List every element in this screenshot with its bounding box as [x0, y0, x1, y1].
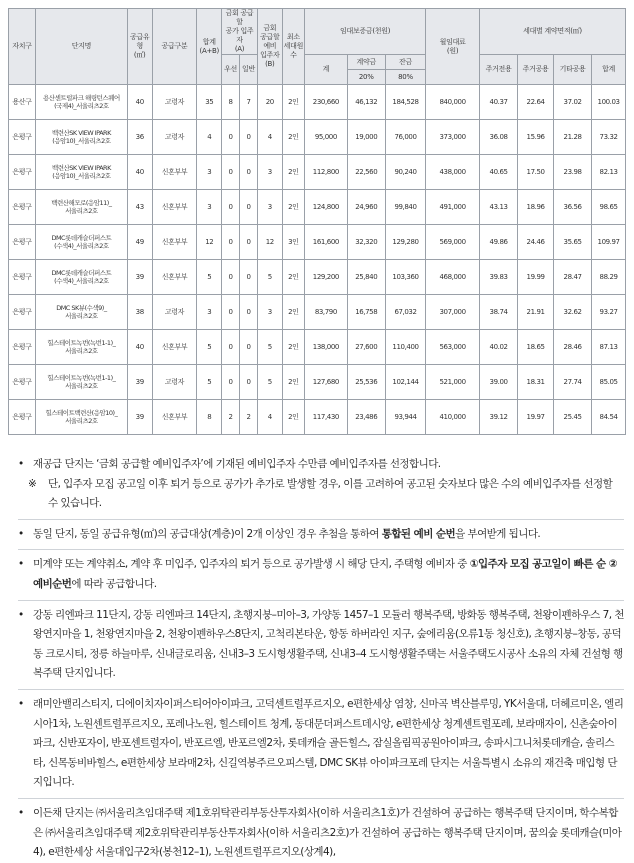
cell-complex-name	[35, 225, 127, 260]
cell-rent: 569,000	[426, 225, 480, 260]
cell-general: 0	[240, 260, 258, 295]
cell-area-total: 84.54	[592, 400, 626, 435]
cell-category: 신혼부부	[152, 260, 197, 295]
table-row	[9, 190, 626, 225]
cell-total: 5	[197, 330, 222, 365]
cell-area-total: 88.29	[592, 260, 626, 295]
complex-name-line: 서울리츠2호	[65, 417, 98, 425]
cell-reserve: 3	[257, 190, 282, 225]
cell-category: 고령자	[152, 295, 197, 330]
cell-min-household: 2인	[282, 120, 304, 155]
cell-reserve: 20	[257, 85, 282, 120]
cell-priority: 0	[222, 330, 240, 365]
cell-district: 은평구	[9, 225, 36, 260]
cell-priority: 0	[222, 155, 240, 190]
cell-area-other: 37.02	[554, 85, 592, 120]
cell-deposit-total: 95,000	[305, 120, 348, 155]
cell-area-exclusive: 39.12	[480, 400, 518, 435]
cell-total: 12	[197, 225, 222, 260]
header-area-exclusive: 주거전용	[480, 55, 518, 85]
complex-name-line: 힐스테이트백련산(응암10)_	[45, 408, 118, 417]
note-text: 에 따라 공급합니다.	[71, 577, 157, 590]
divider	[18, 600, 624, 601]
cell-min-household: 2인	[282, 295, 304, 330]
cell-reserve: 4	[257, 400, 282, 435]
note-bold-text: 통합된 예비 순번	[381, 527, 456, 540]
cell-deposit-contract: 25,840	[347, 260, 385, 295]
cell-deposit-contract: 16,758	[347, 295, 385, 330]
cell-deposit-total: 124,800	[305, 190, 348, 225]
header-area-common: 주거공용	[518, 55, 554, 85]
header-general: 일반	[240, 55, 258, 85]
cell-min-household: 3인	[282, 225, 304, 260]
table-row	[9, 330, 626, 365]
cell-category: 신혼부부	[152, 225, 197, 260]
cell-area-common: 17.50	[518, 155, 554, 190]
cell-area-common: 18.96	[518, 190, 554, 225]
cell-area-exclusive: 43.13	[480, 190, 518, 225]
header-deposit-balance: 잔금	[385, 55, 425, 70]
cell-total: 5	[197, 365, 222, 400]
table-row	[9, 155, 626, 190]
cell-complex-name	[35, 120, 127, 155]
cell-complex-name	[35, 260, 127, 295]
header-area-group: 세대별 계약면적(㎡)	[480, 9, 626, 55]
header-complex-name: 단지명	[35, 9, 127, 85]
notes-section	[18, 455, 624, 863]
cell-type: 43	[127, 190, 152, 225]
note-reserve-exception	[18, 475, 624, 514]
cell-area-other: 28.47	[554, 260, 592, 295]
cell-area-total: 93.27	[592, 295, 626, 330]
cell-deposit-balance: 184,528	[385, 85, 425, 120]
cell-reserve: 3	[257, 295, 282, 330]
note-reits-complexes	[18, 804, 624, 863]
cell-deposit-balance: 76,000	[385, 120, 425, 155]
cell-category: 신혼부부	[152, 155, 197, 190]
cell-type: 40	[127, 155, 152, 190]
cell-total: 4	[197, 120, 222, 155]
complex-name-line: (응암10)_서울리츠2호	[52, 172, 111, 180]
cell-category: 고령자	[152, 365, 197, 400]
cell-deposit-total: 127,680	[305, 365, 348, 400]
cell-general: 2	[240, 400, 258, 435]
cell-deposit-contract: 46,132	[347, 85, 385, 120]
cell-deposit-contract: 22,560	[347, 155, 385, 190]
cell-general: 0	[240, 190, 258, 225]
cell-area-total: 73.32	[592, 120, 626, 155]
cell-deposit-contract: 25,536	[347, 365, 385, 400]
cell-area-other: 23.98	[554, 155, 592, 190]
cell-priority: 0	[222, 260, 240, 295]
cell-reserve: 3	[257, 155, 282, 190]
cell-reserve: 4	[257, 120, 282, 155]
cell-rent: 491,000	[426, 190, 480, 225]
cell-area-common: 24.46	[518, 225, 554, 260]
cell-deposit-balance: 102,144	[385, 365, 425, 400]
cell-area-total: 109.97	[592, 225, 626, 260]
header-applicant-group: 금회 공급할 공가 입주자 (A)	[222, 9, 258, 55]
table-row	[9, 120, 626, 155]
cell-deposit-total: 112,800	[305, 155, 348, 190]
note-bullet: •	[18, 527, 24, 540]
cell-district: 용산구	[9, 85, 36, 120]
cell-deposit-total: 161,600	[305, 225, 348, 260]
cell-area-total: 82.13	[592, 155, 626, 190]
note-text: 을 부여받게 됩니다.	[455, 527, 541, 540]
cell-area-other: 21.28	[554, 120, 592, 155]
note-sh-owned-complexes	[18, 606, 624, 684]
note-bullet: •	[18, 806, 24, 819]
divider	[18, 549, 624, 550]
cell-district: 은평구	[9, 365, 36, 400]
complex-name-line: 백련산해모로(응암11)_	[51, 198, 112, 207]
cell-type: 38	[127, 295, 152, 330]
note-city-owned-complexes	[18, 695, 624, 793]
note-bullet: •	[18, 608, 24, 621]
complex-name-line: 힐스테이트녹번(녹번1-1)_	[47, 373, 116, 382]
cell-deposit-balance: 103,360	[385, 260, 425, 295]
cell-type: 39	[127, 260, 152, 295]
cell-type: 39	[127, 400, 152, 435]
complex-name-line: (수색4)_서울리츠2호	[54, 242, 109, 250]
note-bold-text: ①입주자 모집 공고일이 빠른 순 ②예비순번	[33, 558, 618, 590]
complex-name-line: (수색4)_서울리츠2호	[54, 277, 109, 285]
complex-name-line: (응암10)_서울리츠2호	[52, 137, 111, 145]
complex-name-line: DMC SK뷰(수색9)_	[56, 303, 107, 312]
cell-district: 은평구	[9, 295, 36, 330]
cell-area-common: 18.65	[518, 330, 554, 365]
cell-area-common: 18.31	[518, 365, 554, 400]
header-area-other: 기타공용	[554, 55, 592, 85]
cell-deposit-balance: 93,944	[385, 400, 425, 435]
cell-min-household: 2인	[282, 400, 304, 435]
cell-deposit-total: 117,430	[305, 400, 348, 435]
cell-category: 신혼부부	[152, 330, 197, 365]
complex-name-line: DMC롯데캐슬더퍼스트	[51, 268, 112, 277]
complex-name-line: 힐스테이트녹번(녹번1-1)_	[47, 338, 116, 347]
cell-reserve: 5	[257, 330, 282, 365]
header-deposit-group: 임대보증금(천원)	[305, 9, 426, 55]
note-text: 래미안밸리스티지, 디에이치자이퍼스티어아이파크, 고덕센트럴푸르지오, e편한세상 염창, 신마곡 벽산블루밍, YK서울대, 더헤르미온, 엘리시아1차, 노원센트럴푸르지오, 포레나노원, 힐스테이트 청계, 동대문더퍼스트데시앙, e편한세상 청계센트럴포레, 보라매자이, 신촌숲아이파크, 신반포자이, 반포센트럴자이, 반포르엘, 반포르엘2차, 롯데캐슬 골든힐스, 잠실올림픽공원아이파크, 송파시그니처롯데캐슬, 솔리스타, 신목동비바힐스, e편한세상 보라매2차, 신길역봉주르오피스텔, DMC SK뷰 아이파크포레 단지는 서울특별시 소유의 재건축 매입형 단지입니다.	[33, 697, 624, 789]
table-row	[9, 365, 626, 400]
cell-category: 신혼부부	[152, 190, 197, 225]
cell-district: 은평구	[9, 190, 36, 225]
cell-district: 은평구	[9, 260, 36, 295]
cell-deposit-balance: 110,400	[385, 330, 425, 365]
cell-deposit-total: 129,200	[305, 260, 348, 295]
cell-category: 신혼부부	[152, 400, 197, 435]
cell-min-household: 2인	[282, 85, 304, 120]
cell-area-total: 98.65	[592, 190, 626, 225]
cell-area-other: 35.65	[554, 225, 592, 260]
cell-rent: 468,000	[426, 260, 480, 295]
cell-reserve: 5	[257, 365, 282, 400]
cell-type: 39	[127, 365, 152, 400]
cell-area-common: 21.91	[518, 295, 554, 330]
cell-rent: 307,000	[426, 295, 480, 330]
cell-reserve: 12	[257, 225, 282, 260]
header-reserve: 금회 공급할 예비 입주자 (B)	[257, 9, 282, 85]
table-row	[9, 225, 626, 260]
note-bullet: •	[18, 697, 24, 710]
cell-complex-name	[35, 85, 127, 120]
header-deposit-contract: 계약금	[347, 55, 385, 70]
cell-type: 40	[127, 330, 152, 365]
cell-deposit-contract: 23,486	[347, 400, 385, 435]
table-body	[9, 85, 626, 435]
cell-area-other: 25.45	[554, 400, 592, 435]
cell-priority: 2	[222, 400, 240, 435]
cell-area-total: 100.03	[592, 85, 626, 120]
cell-total: 3	[197, 295, 222, 330]
cell-area-exclusive: 40.65	[480, 155, 518, 190]
note-text: 단, 입주자 모집 공고일 이후 퇴거 등으로 공가가 추가로 발생할 경우, 이를 고려하여 공고된 숫자보다 많은 수의 예비입주자를 선정할 수 있습니다.	[48, 477, 613, 510]
cell-deposit-total: 83,790	[305, 295, 348, 330]
cell-area-total: 87.13	[592, 330, 626, 365]
cell-total: 3	[197, 155, 222, 190]
cell-deposit-contract: 24,960	[347, 190, 385, 225]
complex-name-line: 서울리츠2호	[65, 312, 98, 320]
cell-area-other: 28.46	[554, 330, 592, 365]
cell-deposit-total: 230,660	[305, 85, 348, 120]
cell-area-exclusive: 40.02	[480, 330, 518, 365]
cell-priority: 0	[222, 190, 240, 225]
cell-total: 8	[197, 400, 222, 435]
cell-priority: 0	[222, 295, 240, 330]
cell-area-common: 15.96	[518, 120, 554, 155]
cell-rent: 410,000	[426, 400, 480, 435]
header-area-total: 합계	[592, 55, 626, 85]
cell-area-exclusive: 49.86	[480, 225, 518, 260]
cell-complex-name	[35, 400, 127, 435]
cell-complex-name	[35, 190, 127, 225]
header-deposit-total: 계	[305, 55, 348, 85]
table-header	[9, 9, 626, 85]
cell-complex-name	[35, 295, 127, 330]
supply-table	[8, 8, 626, 435]
cell-deposit-balance: 90,240	[385, 155, 425, 190]
cell-area-other: 36.56	[554, 190, 592, 225]
cell-area-common: 19.99	[518, 260, 554, 295]
cell-area-common: 19.97	[518, 400, 554, 435]
header-supply-category: 공급구분	[152, 9, 197, 85]
note-text: 강동 리엔파크 11단지, 강동 리엔파크 14단지, 초행지붕–미아–3, 가양동 1457–1 모듈러 행복주택, 방화동 행복주택, 천왕이펜하우스 7, 천왕연지마을 1, 천왕연지마을 2, 천왕이펜하우스8단지, 고척리본타운, 항동 하버라인 지구, 숲에리움(오류1동 청신호), 초행지붕–창동, 공덕동 크로시티, 정릉 하늘마루, 신내글로리움, 신내3–3 도시형생활주택, 신내3–4 도시형생활주택는 서울주택도시공사 소유의 자체 건설형 행복주택 단지입니다.	[33, 608, 624, 680]
cell-area-exclusive: 38.74	[480, 295, 518, 330]
cell-complex-name	[35, 155, 127, 190]
complex-name-line: 서울리츠2호	[65, 347, 98, 355]
cell-district: 은평구	[9, 330, 36, 365]
header-district: 자치구	[9, 9, 36, 85]
cell-min-household: 2인	[282, 190, 304, 225]
cell-deposit-contract: 27,600	[347, 330, 385, 365]
cell-district: 은평구	[9, 155, 36, 190]
note-text: 미계약 또는 계약취소, 계약 후 미입주, 입주자의 퇴거 등으로 공가발생 시 해당 단지, 주택형 예비자 중	[33, 558, 470, 571]
header-rent: 월임대료 (원)	[426, 9, 480, 85]
cell-rent: 373,000	[426, 120, 480, 155]
cell-general: 0	[240, 225, 258, 260]
cell-district: 은평구	[9, 400, 36, 435]
header-priority: 우선	[222, 55, 240, 85]
header-total: 합계 (A+B)	[197, 9, 222, 85]
note-text: 이든채 단지는 ㈜서울리츠임대주택 제1호위탁관리부동산투자회사(이하 서울리츠1호)가 건설하여 공급하는 행복주택 단지이며, 학수복합은 ㈜서울리츠임대주택 제2호위탁관리부동산투자회사(이하 서울리츠2호)가 건설하여 공급하는 행복주택 단지이며, 꿈의숲 롯데캐슬(미아4), e편한세상 서울대입구2차(봉천12–1), 노원센트럴푸르지오(상계4),	[33, 806, 622, 859]
cell-general: 0	[240, 330, 258, 365]
cell-rent: 438,000	[426, 155, 480, 190]
cell-general: 0	[240, 295, 258, 330]
cell-type: 49	[127, 225, 152, 260]
cell-general: 0	[240, 155, 258, 190]
cell-type: 40	[127, 85, 152, 120]
cell-priority: 8	[222, 85, 240, 120]
table-row	[9, 400, 626, 435]
divider	[18, 519, 624, 520]
complex-name-line: 백련산SK VIEW IPARK	[51, 128, 111, 137]
cell-general: 7	[240, 85, 258, 120]
cell-area-exclusive: 40.37	[480, 85, 518, 120]
cell-reserve: 5	[257, 260, 282, 295]
complex-name-line: 서울리츠2호	[65, 207, 98, 215]
note-text: 동일 단지, 동일 공급유형(㎡)의 공급대상(계층)이 2개 이상인 경우 추첨을 통하여	[33, 527, 382, 540]
cell-deposit-total: 138,000	[305, 330, 348, 365]
cell-deposit-balance: 129,280	[385, 225, 425, 260]
cell-min-household: 2인	[282, 330, 304, 365]
cell-area-exclusive: 36.08	[480, 120, 518, 155]
cell-deposit-balance: 67,032	[385, 295, 425, 330]
complex-name-line: DMC롯데캐슬더퍼스트	[51, 233, 112, 242]
cell-type: 36	[127, 120, 152, 155]
cell-deposit-contract: 19,000	[347, 120, 385, 155]
note-bullet: •	[18, 558, 24, 571]
divider	[18, 689, 624, 690]
cell-area-other: 27.74	[554, 365, 592, 400]
cell-category: 고령자	[152, 85, 197, 120]
table-row	[9, 85, 626, 120]
table-row	[9, 260, 626, 295]
complex-name-line: (국제4)_서울리츠2호	[54, 102, 109, 110]
cell-rent: 563,000	[426, 330, 480, 365]
cell-category: 고령자	[152, 120, 197, 155]
cell-min-household: 2인	[282, 260, 304, 295]
complex-name-line: 서울리츠2호	[65, 382, 98, 390]
note-reserve-selection	[18, 455, 624, 475]
header-deposit-balance-pct: 80%	[385, 70, 425, 85]
cell-area-total: 85.05	[592, 365, 626, 400]
cell-priority: 0	[222, 365, 240, 400]
cell-general: 0	[240, 120, 258, 155]
cell-area-exclusive: 39.00	[480, 365, 518, 400]
cell-rent: 840,000	[426, 85, 480, 120]
cell-total: 5	[197, 260, 222, 295]
cell-deposit-contract: 32,320	[347, 225, 385, 260]
cell-min-household: 2인	[282, 365, 304, 400]
cell-complex-name	[35, 330, 127, 365]
note-vacancy-supply	[18, 555, 624, 594]
cell-area-exclusive: 39.83	[480, 260, 518, 295]
cell-general: 0	[240, 365, 258, 400]
note-bullet: •	[18, 458, 24, 470]
note-sub-bullet: ※	[28, 477, 37, 490]
header-type: 공급유형 (㎡)	[127, 9, 152, 85]
header-min-household: 최소 세대원 수	[282, 9, 304, 85]
cell-total: 35	[197, 85, 222, 120]
cell-min-household: 2인	[282, 155, 304, 190]
table-row	[9, 295, 626, 330]
header-deposit-contract-pct: 20%	[347, 70, 385, 85]
complex-name-line: 용산센트럴파크 해링턴스퀘어	[43, 93, 120, 102]
note-integrated-order	[18, 525, 624, 545]
complex-name-line: 백련산SK VIEW IPARK	[51, 163, 111, 172]
cell-district: 은평구	[9, 120, 36, 155]
cell-total: 3	[197, 190, 222, 225]
cell-priority: 0	[222, 225, 240, 260]
cell-area-common: 22.64	[518, 85, 554, 120]
cell-rent: 521,000	[426, 365, 480, 400]
divider	[18, 798, 624, 799]
cell-complex-name	[35, 365, 127, 400]
note-text: 재공급 단지는 ‘금회 공급할 예비입주자’에 기재된 예비입주자 수만큼 예비입주자를 선정합니다.	[33, 458, 441, 470]
cell-area-other: 32.62	[554, 295, 592, 330]
cell-priority: 0	[222, 120, 240, 155]
cell-deposit-balance: 99,840	[385, 190, 425, 225]
